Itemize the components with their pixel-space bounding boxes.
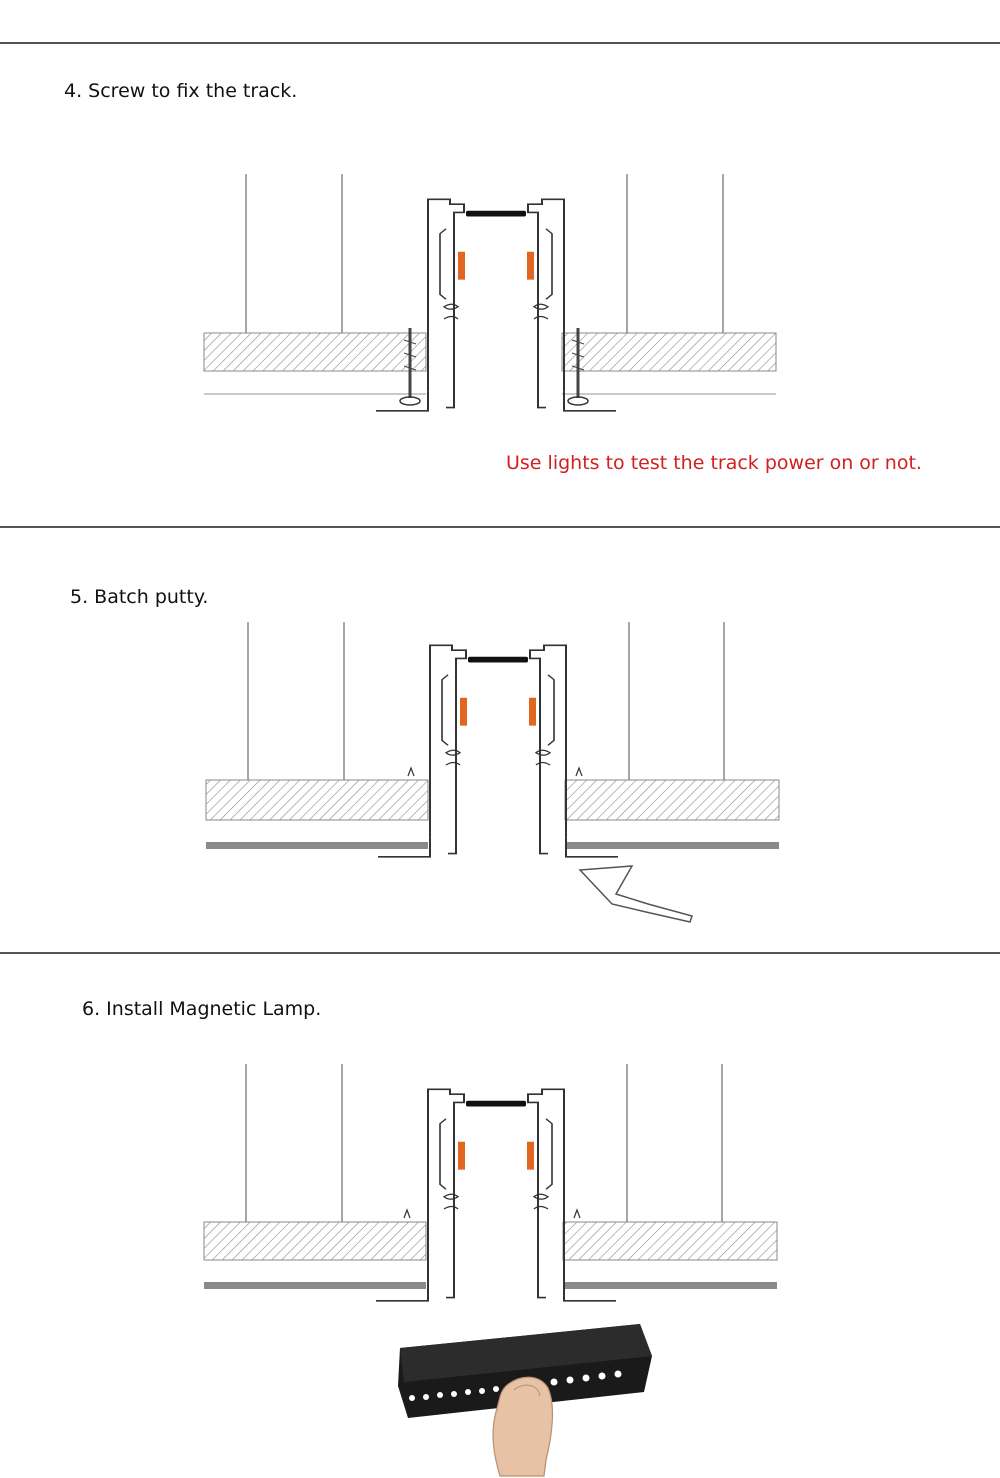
section-divider xyxy=(0,952,1000,954)
track-profile xyxy=(376,1089,616,1301)
putty-layer-left xyxy=(204,1282,426,1289)
section-divider xyxy=(0,42,1000,44)
ceiling-board-left xyxy=(204,1222,426,1260)
step-4-title: 4. Screw to fix the track. xyxy=(64,80,298,102)
putty-layer-right xyxy=(563,1282,777,1289)
power-test-note: Use lights to test the track power on or not. xyxy=(506,452,922,474)
putty-layer-left xyxy=(206,842,428,849)
ceiling-board-right xyxy=(565,780,779,820)
putty-layer-right xyxy=(565,842,779,849)
section-divider xyxy=(0,526,1000,528)
track-profile xyxy=(378,645,618,857)
ceiling-board-left xyxy=(206,780,428,820)
track-profile xyxy=(376,199,616,411)
step-5-title: 5. Batch putty. xyxy=(70,586,209,608)
step-6-title: 6. Install Magnetic Lamp. xyxy=(82,998,322,1020)
ceiling-board-right xyxy=(563,1222,777,1260)
arrow-icon xyxy=(580,866,692,922)
hand xyxy=(493,1377,552,1476)
step-4-diagram xyxy=(0,168,1000,428)
ceiling-board-right xyxy=(562,333,776,371)
step-6-diagram xyxy=(0,1056,1000,1476)
ceiling-board-left xyxy=(204,333,426,371)
step-5-diagram xyxy=(0,614,1000,924)
